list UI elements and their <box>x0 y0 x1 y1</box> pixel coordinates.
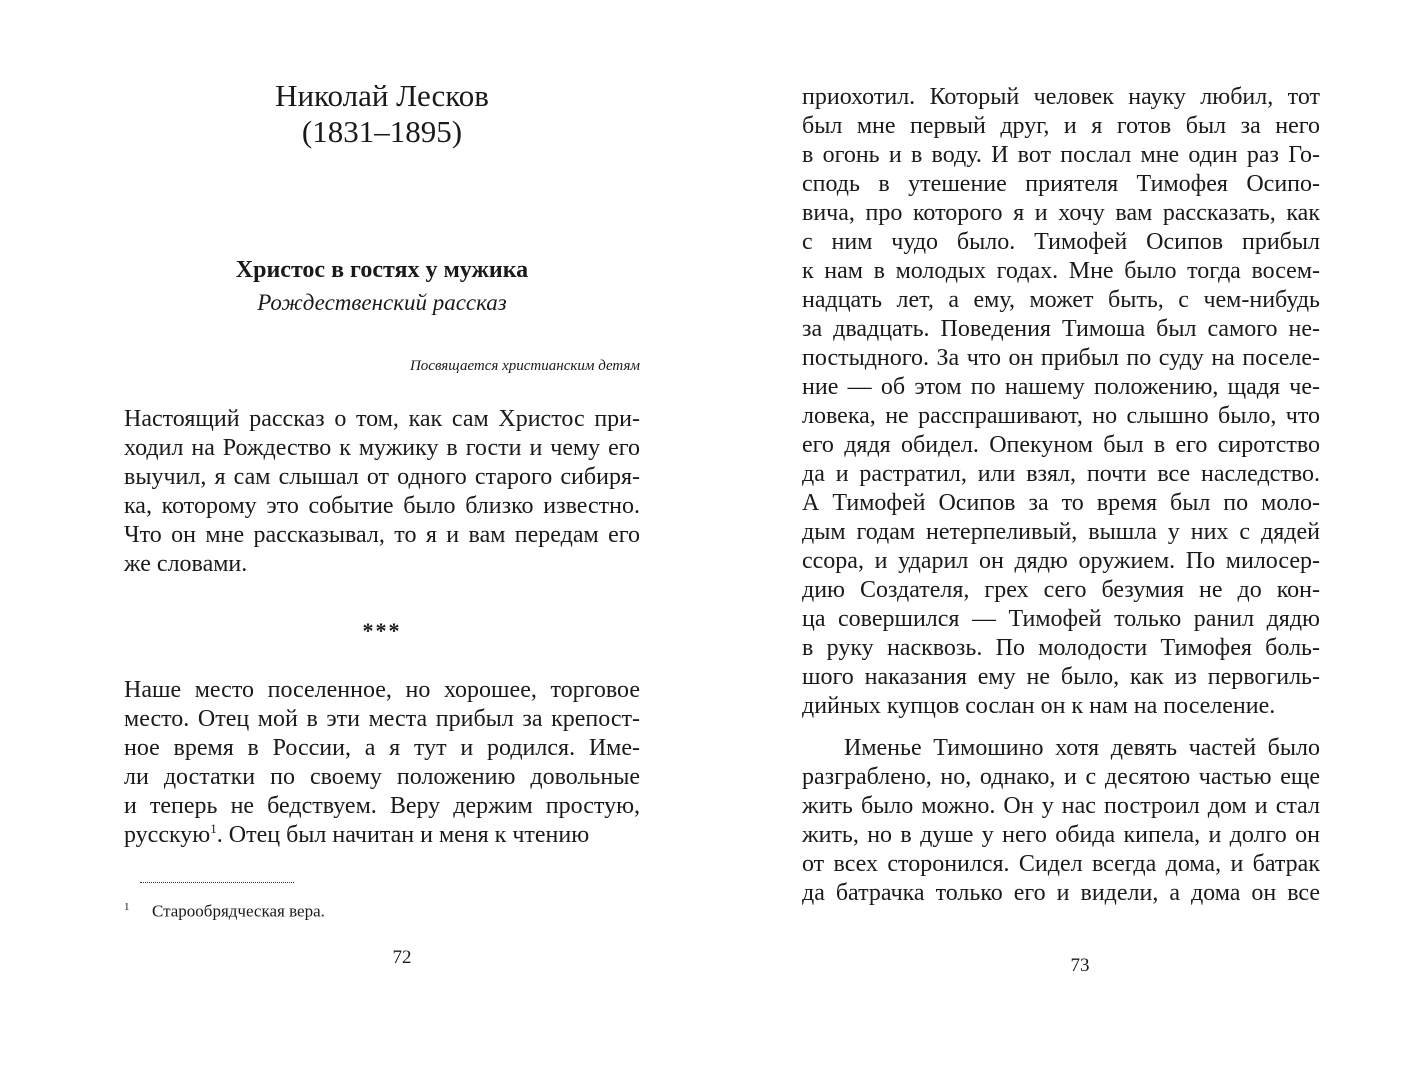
footnote <box>124 894 640 925</box>
text-line: ли достатки по своему положению довольные <box>124 764 640 790</box>
text-line: жить было можно. Он у нас построил дом и стал <box>802 793 1320 819</box>
text-line: А Тимофей Осипов за то время был по моло- <box>802 490 1320 516</box>
text-line: дым годам нетерпеливый, вышла у них с дядей <box>802 519 1320 545</box>
text-line: ние — об этом по нашему положению, щадя че- <box>802 374 1320 400</box>
text-line: постыдного. За что он прибыл по суду на поселе- <box>802 345 1320 371</box>
text-line: жить, но в душе у него обида кипела, и долго он <box>802 822 1320 848</box>
text-line: место. Отец мой в эти места прибыл за крепост- <box>124 706 640 732</box>
text-line: с ним чудо было. Тимофей Осипов прибыл <box>802 229 1320 255</box>
text-line: выучил, я сам слышал от одного старого сибиря- <box>124 464 640 490</box>
text-line: да батрачка только его и видели, а дома он все <box>802 880 1320 906</box>
text-line: Наше место поселенное, но хорошее, торговое <box>124 677 640 703</box>
body-paragraph <box>124 676 640 850</box>
story-title: Христос в гостях у мужика <box>235 257 529 283</box>
text-line: дийных купцов сослан он к нам на поселение. <box>802 693 1276 719</box>
text-line: ловека, не расспрашивают, но слышно было, что <box>802 403 1320 429</box>
author-name: Николай Лесков <box>275 78 489 113</box>
text-line-with-footnote: русскую$^1$. Отец был начитан и меня к чтению <box>124 821 590 848</box>
page-number-right: 73 <box>1070 955 1090 976</box>
text-line: же словами. <box>124 551 248 577</box>
text-line: его дядя обидел. Опекуном был в его сиротство <box>802 432 1320 458</box>
author-years: (1831–1895) <box>301 114 463 149</box>
text-line: ссора, и ударил он дядю оружием. По милосер- <box>802 548 1320 574</box>
text-line: Настоящий рассказ о том, как сам Христос при- <box>124 406 640 432</box>
footnote-rule <box>140 882 294 883</box>
text-line: от всех сторонился. Сидел всегда дома, и батрак <box>802 851 1320 877</box>
footnote-marker[interactable]: 1 <box>210 821 217 836</box>
dedication: Посвящается христианским детям <box>409 358 640 374</box>
footnote-text: Старообрядческая вера. <box>152 901 325 921</box>
right-page <box>714 0 1428 1080</box>
text-line: к нам в молодых годах. Мне было тогда восем- <box>802 258 1320 284</box>
footnote-number: 1 <box>124 901 130 913</box>
text-line: был мне первый друг, и я готов был за него <box>802 113 1320 139</box>
text-line: шого наказания ему не было, как из первогиль- <box>802 664 1320 690</box>
text-line: дию Создателя, грех сего безумия не до кон- <box>802 577 1320 603</box>
text-line: ца совершился — Тимофей только ранил дядю <box>802 606 1320 632</box>
text-line: сподь в утешение приятеля Тимофея Осипо- <box>802 171 1320 197</box>
text-line: ное время в России, а я тут и родился. Име- <box>124 735 640 761</box>
text-line: разграблено, но, однако, и с десятою частью еще <box>802 764 1320 790</box>
text-line: Что он мне рассказывал, то я и вам передам его <box>124 522 640 548</box>
text-line: Именье Тимошино хотя девять частей было <box>844 735 1320 761</box>
text-line: да и растратил, или взял, почти все наследство. <box>802 461 1320 487</box>
text-line: надцать лет, а ему, может быть, с чем-нибудь <box>802 287 1320 313</box>
page-number-left: 72 <box>392 947 412 968</box>
text-line: ка, которому это событие было близко известно. <box>124 493 640 519</box>
text-line: в руку насквозь. По молодости Тимофея боль- <box>802 635 1320 661</box>
story-subtitle: Рождественский рассказ <box>257 290 507 315</box>
intro-paragraph <box>124 405 640 579</box>
text-line: ходил на Рождество к мужику в гости и чему его <box>124 435 640 461</box>
right-paragraph-2 <box>802 734 1320 908</box>
text-line: в огонь и в воду. И вот послал мне один раз Го- <box>802 142 1320 168</box>
text-line: приохотил. Который человек науку любил, тот <box>802 84 1320 110</box>
text-line: вича, про которого я и хочу вам рассказать, как <box>802 200 1320 226</box>
text-line: и теперь не бедствуем. Веру держим простую, <box>124 793 640 819</box>
section-separator: *** <box>362 618 402 643</box>
text-line: за двадцать. Поведения Тимоша был самого не- <box>802 316 1320 342</box>
right-paragraph-1 <box>802 83 1320 721</box>
